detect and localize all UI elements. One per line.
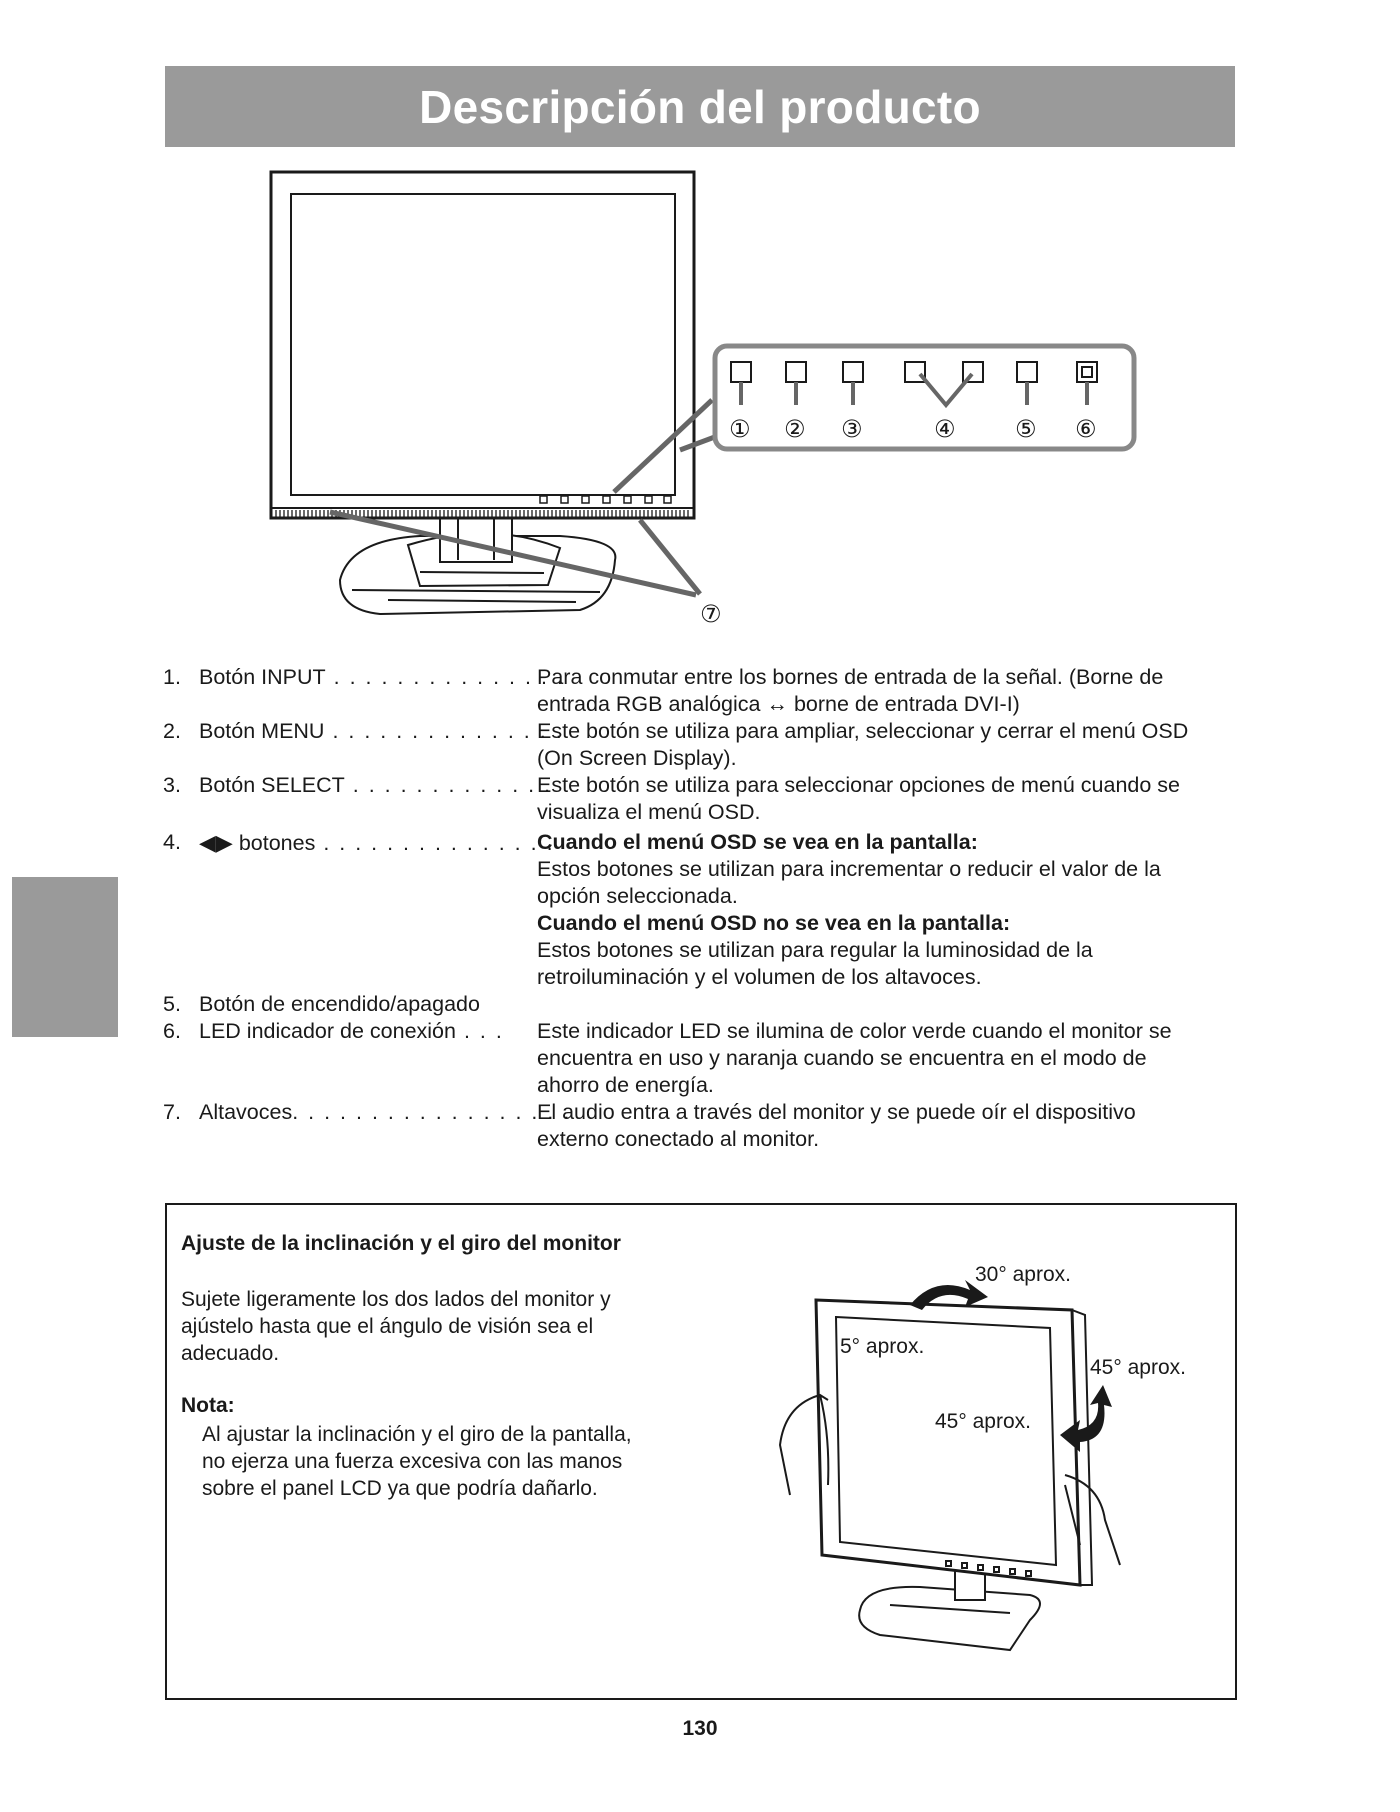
list-item-power: 5. Botón de encendido/apagado — [163, 992, 480, 1016]
callout-1: ① — [729, 415, 751, 443]
monitor-front-diagram — [0, 0, 1400, 650]
list-item-menu: 2. Botón MENU . . . . . . . . . . . . . . . Este botón se utiliza para ampliar, seleccionar y cerrar el menú OSD (On Screen Display). — [163, 719, 1189, 770]
angle-tilt-label: 5° aprox. — [840, 1335, 925, 1358]
item-label: botones — [238, 831, 316, 855]
front-input-button — [540, 496, 547, 503]
callout-4: ④ — [934, 415, 956, 443]
box-instructions: Sujete ligeramente los dos lados del monitor y ajústelo hasta que el ángulo de visión sea el adecuado. — [181, 1288, 611, 1365]
front-left-button — [603, 496, 610, 503]
list-item-select: 3. Botón SELECT . . . . . . . . . . . . . Este botón se utiliza para seleccionar opciones de menú cuando se visualiza el menú OSD. — [163, 773, 1181, 824]
note-title: Nota: — [181, 1394, 235, 1417]
list-item-input: 1. Botón INPUT . . . . . . . . . . . . . . . Para conmutar entre los bornes de entrada de la señal. (Borne de entrada RGB analógica ↔ borne de entrada DVI-I) — [163, 665, 1164, 716]
left-right-arrows-icon: ◀▶ — [199, 830, 233, 855]
item-label: LED indicador de conexión — [199, 1019, 456, 1043]
item-label: Botón SELECT — [199, 773, 345, 797]
front-right-button — [624, 496, 631, 503]
front-power-button — [645, 496, 652, 503]
angle-top-label: 30° aprox. — [975, 1263, 1071, 1286]
list-item-led: 6. LED indicador de conexión . . . Este indicador LED se ilumina de color verde cuando el monitor se encuentra en uso y naranja cuando se encuentra en el modo de ahorro de energía. — [163, 1019, 1172, 1097]
button-description-list — [163, 664, 1243, 1153]
front-menu-button — [561, 496, 568, 503]
item-label: Botón MENU — [199, 719, 325, 743]
front-select-button — [582, 496, 589, 503]
angle-left-label: 45° aprox. — [935, 1410, 1031, 1433]
angle-right-label: 45° aprox. — [1090, 1356, 1186, 1379]
item-label: Altavoces — [199, 1100, 293, 1124]
callout-3: ③ — [841, 415, 863, 443]
item-label: Botón de encendido/apagado — [199, 992, 480, 1016]
monitor-tilt-diagram — [760, 1255, 1186, 1655]
list-item-speakers: 7. Altavoces. . . . . . . . . . . . . . . . . . El audio entra a través del monitor y se puede oír el dispositivo externo conectado al monitor. — [163, 1100, 1136, 1151]
note-text: Al ajustar la inclinación y el giro de la pantalla, no ejerza una fuerza excesiva con las manos sobre el panel LCD ya que podría dañarlo. — [202, 1423, 632, 1500]
list-item-arrow-buttons: 4. ◀▶ botones . . . . . . . . . . . . . . . Cuando el menú OSD se vea en la pantalla: Estos botones se utilizan para incrementar o reducir el valor de la opción seleccionada. Cuando el menú OSD no se vea en la pantalla: Estos botones se utilizan para regular la luminosidad de la retroiluminación y el volumen de los altavoces. — [163, 830, 1161, 989]
callout-7: ⑦ — [700, 600, 722, 628]
item-label: Botón INPUT — [199, 665, 326, 689]
callout-2: ② — [784, 415, 806, 443]
page-number: 130 — [682, 1717, 718, 1740]
page-title: Descripción del producto — [419, 80, 981, 133]
front-led — [664, 496, 671, 503]
box-title: Ajuste de la inclinación y el giro del monitor — [181, 1232, 621, 1255]
side-language-tab — [12, 877, 118, 1037]
callout-5: ⑤ — [1015, 415, 1037, 443]
callout-6: ⑥ — [1075, 415, 1097, 443]
